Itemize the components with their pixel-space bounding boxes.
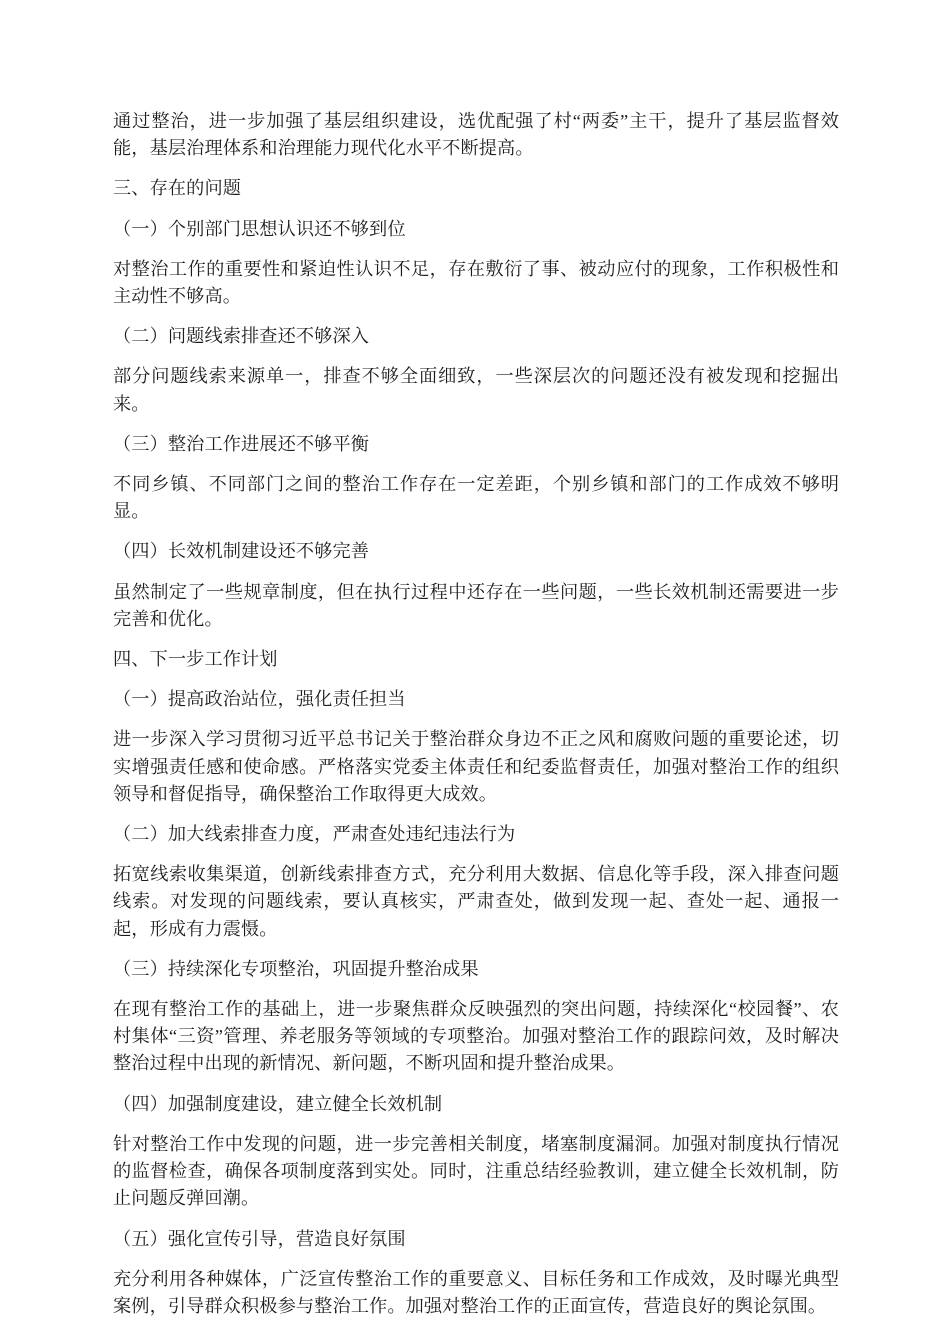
paragraph-3-1: 对整治工作的重要性和紧迫性认识不足，存在敷衍了事、被动应付的现象，工作积极性和主动性不够高。 <box>113 258 839 307</box>
paragraph-3-2: 部分问题线索来源单一，排查不够全面细致，一些深层次的问题还没有被发现和挖掘出来。 <box>113 366 839 414</box>
paragraph-4-1: 进一步深入学习贯彻习近平总书记关于整治群众身边不正之风和腐败问题的重要论述，切实增强责任感和使命感。严格落实党委主体责任和纪委监督责任，加强对整治工作的组织领导和督促指导，确保整治工作取得更大成效。 <box>113 729 839 804</box>
heading-3-4: （四）长效机制建设还不够完善 <box>113 541 370 562</box>
heading-section-three: 三、存在的问题 <box>113 178 242 199</box>
heading-3-3: （三）整治工作进展还不够平衡 <box>113 433 370 454</box>
document-body <box>113 108 839 1320</box>
heading-4-3: （三）持续深化专项整治，巩固提升整治成果 <box>113 958 479 979</box>
paragraph-4-3: 在现有整治工作的基础上，进一步聚焦群众反映强烈的突出问题，持续深化“校园餐”、农村集体“三资”管理、养老服务等领域的专项整治。加强对整治工作的跟踪问效，及时解决整治过程中出现的新情况、新问题，不断巩固和提升整治成果。 <box>113 999 839 1074</box>
paragraph-3-3: 不同乡镇、不同部门之间的整治工作存在一定差距，个别乡镇和部门的工作成效不够明显。 <box>113 474 839 522</box>
heading-4-4: （四）加强制度建设，建立健全长效机制 <box>113 1093 443 1114</box>
heading-4-5: （五）强化宣传引导，营造良好氛围 <box>113 1228 406 1249</box>
paragraph-summary-grassroots: 通过整治，进一步加强了基层组织建设，选优配强了村“两委”主干，提升了基层监督效能，基层治理体系和治理能力现代化水平不断提高。 <box>113 111 839 159</box>
heading-section-four: 四、下一步工作计划 <box>113 649 278 670</box>
heading-3-2: （二）问题线索排查还不够深入 <box>113 326 370 347</box>
paragraph-4-4: 针对整治工作中发现的问题，进一步完善相关制度，堵塞制度漏洞。加强对制度执行情况的监督检查，确保各项制度落到实处。同时，注重总结经验教训，建立健全长效机制，防止问题反弹回潮。 <box>113 1133 839 1209</box>
heading-4-2: （二）加大线索排查力度，严肃查处违纪违法行为 <box>113 824 516 845</box>
heading-3-1: （一）个别部门思想认识还不够到位 <box>113 218 406 239</box>
paragraph-3-4: 虽然制定了一些规章制度，但在执行过程中还存在一些问题，一些长效机制还需要进一步完善和优化。 <box>113 581 839 629</box>
paragraph-4-2: 拓宽线索收集渠道，创新线索排查方式，充分利用大数据、信息化等手段，深入排查问题线索。对发现的问题线索，要认真核实，严肃查处，做到发现一起、查处一起、通报一起，形成有力震慑。 <box>113 864 839 939</box>
heading-4-1: （一）提高政治站位，强化责任担当 <box>113 689 406 710</box>
paragraph-4-5: 充分利用各种媒体，广泛宣传整治工作的重要意义、目标任务和工作成效，及时曝光典型案例，引导群众积极参与整治工作。加强对整治工作的正面宣传，营造良好的舆论氛围。 <box>113 1268 839 1316</box>
